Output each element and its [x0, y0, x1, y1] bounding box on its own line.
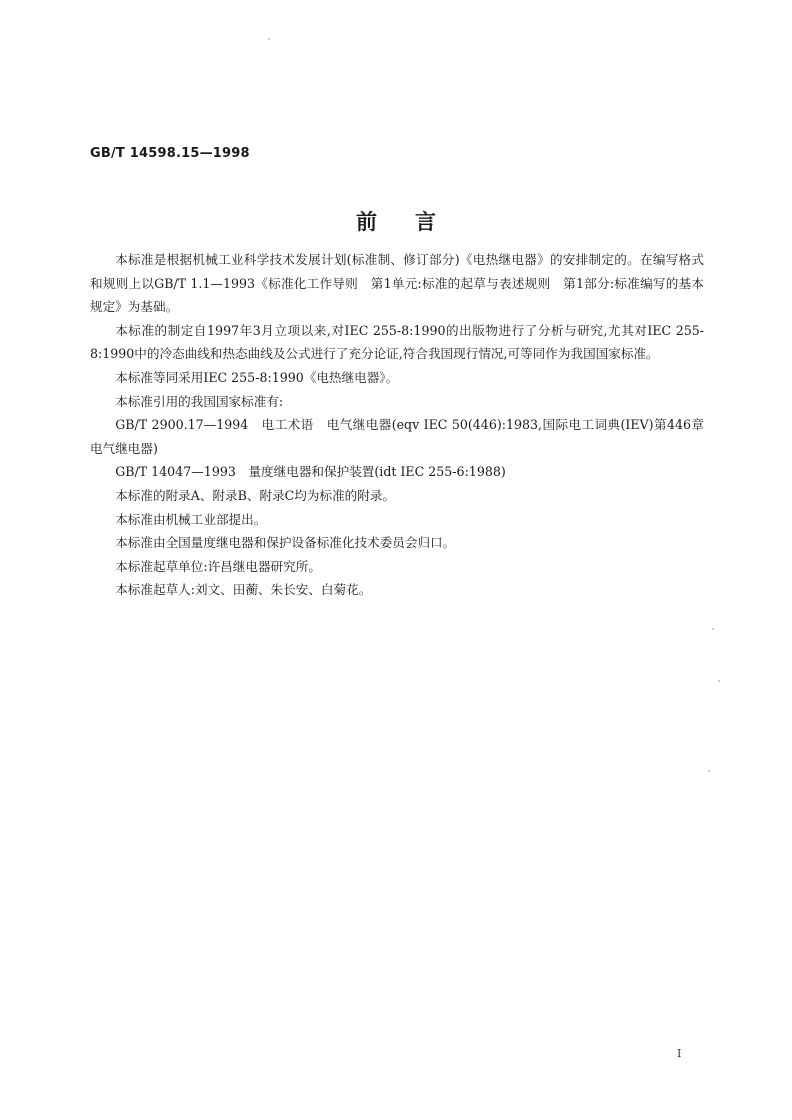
paragraph-adoption: 本标准等同采用IEC 255-8:1990《电热继电器》。 [115, 369, 399, 385]
paragraph-proposed-by: 本标准由机械工业部提出。 [115, 511, 267, 527]
paragraph-reference-gbt2900: GB/T 2900.17—1994 电工术语 电气继电器(eqv IEC 50(446):1983,国际电工词典(IEV)第446章 电气继电器) [90, 417, 717, 456]
paragraph-referenced-standards-intro: 本标准引用的我国国家标准有: [115, 393, 284, 409]
paragraph-reference-gbt14047: GB/T 14047—1993 量度继电器和保护装置(idt IEC 255-6:1988) [115, 464, 506, 480]
paragraph-basis: 本标准是根据机械工业科学技术发展计划(标准制、修订部分)《电热继电器》的安排制定的。在编写格式和规则上以GB/T 1.1—1993《标准化工作导则 第1单元:标准的起草与表述规则 第1部分:标准编写的基本规定》为基础。 [90, 252, 704, 315]
foreword-body [90, 248, 717, 602]
paragraph-annexes: 本标准的附录A、附录B、附录C均为标准的附录。 [115, 487, 396, 503]
paragraph-drafting-unit: 本标准起草单位:许昌继电器研究所。 [115, 558, 321, 574]
standard-number: GB/T 14598.15—1998 [90, 146, 250, 161]
paragraph-centralized-by: 本标准由全国量度继电器和保护设备标准化技术委员会归口。 [115, 535, 456, 551]
page-number: I [677, 1047, 682, 1060]
paragraph-drafting-history: 本标准的制定自1997年3月立项以来,对IEC 255-8:1990的出版物进行了分析与研究,尤其对IEC 255-8:1990中的冷态曲线和热态曲线及公式进行了充分论证,符合我国现行情况,可等同作为我国国家标准。 [90, 322, 704, 362]
page-title: 前言 [356, 210, 474, 234]
paragraph-drafters: 本标准起草人:刘文、田蘅、朱长安、白菊花。 [115, 582, 372, 598]
